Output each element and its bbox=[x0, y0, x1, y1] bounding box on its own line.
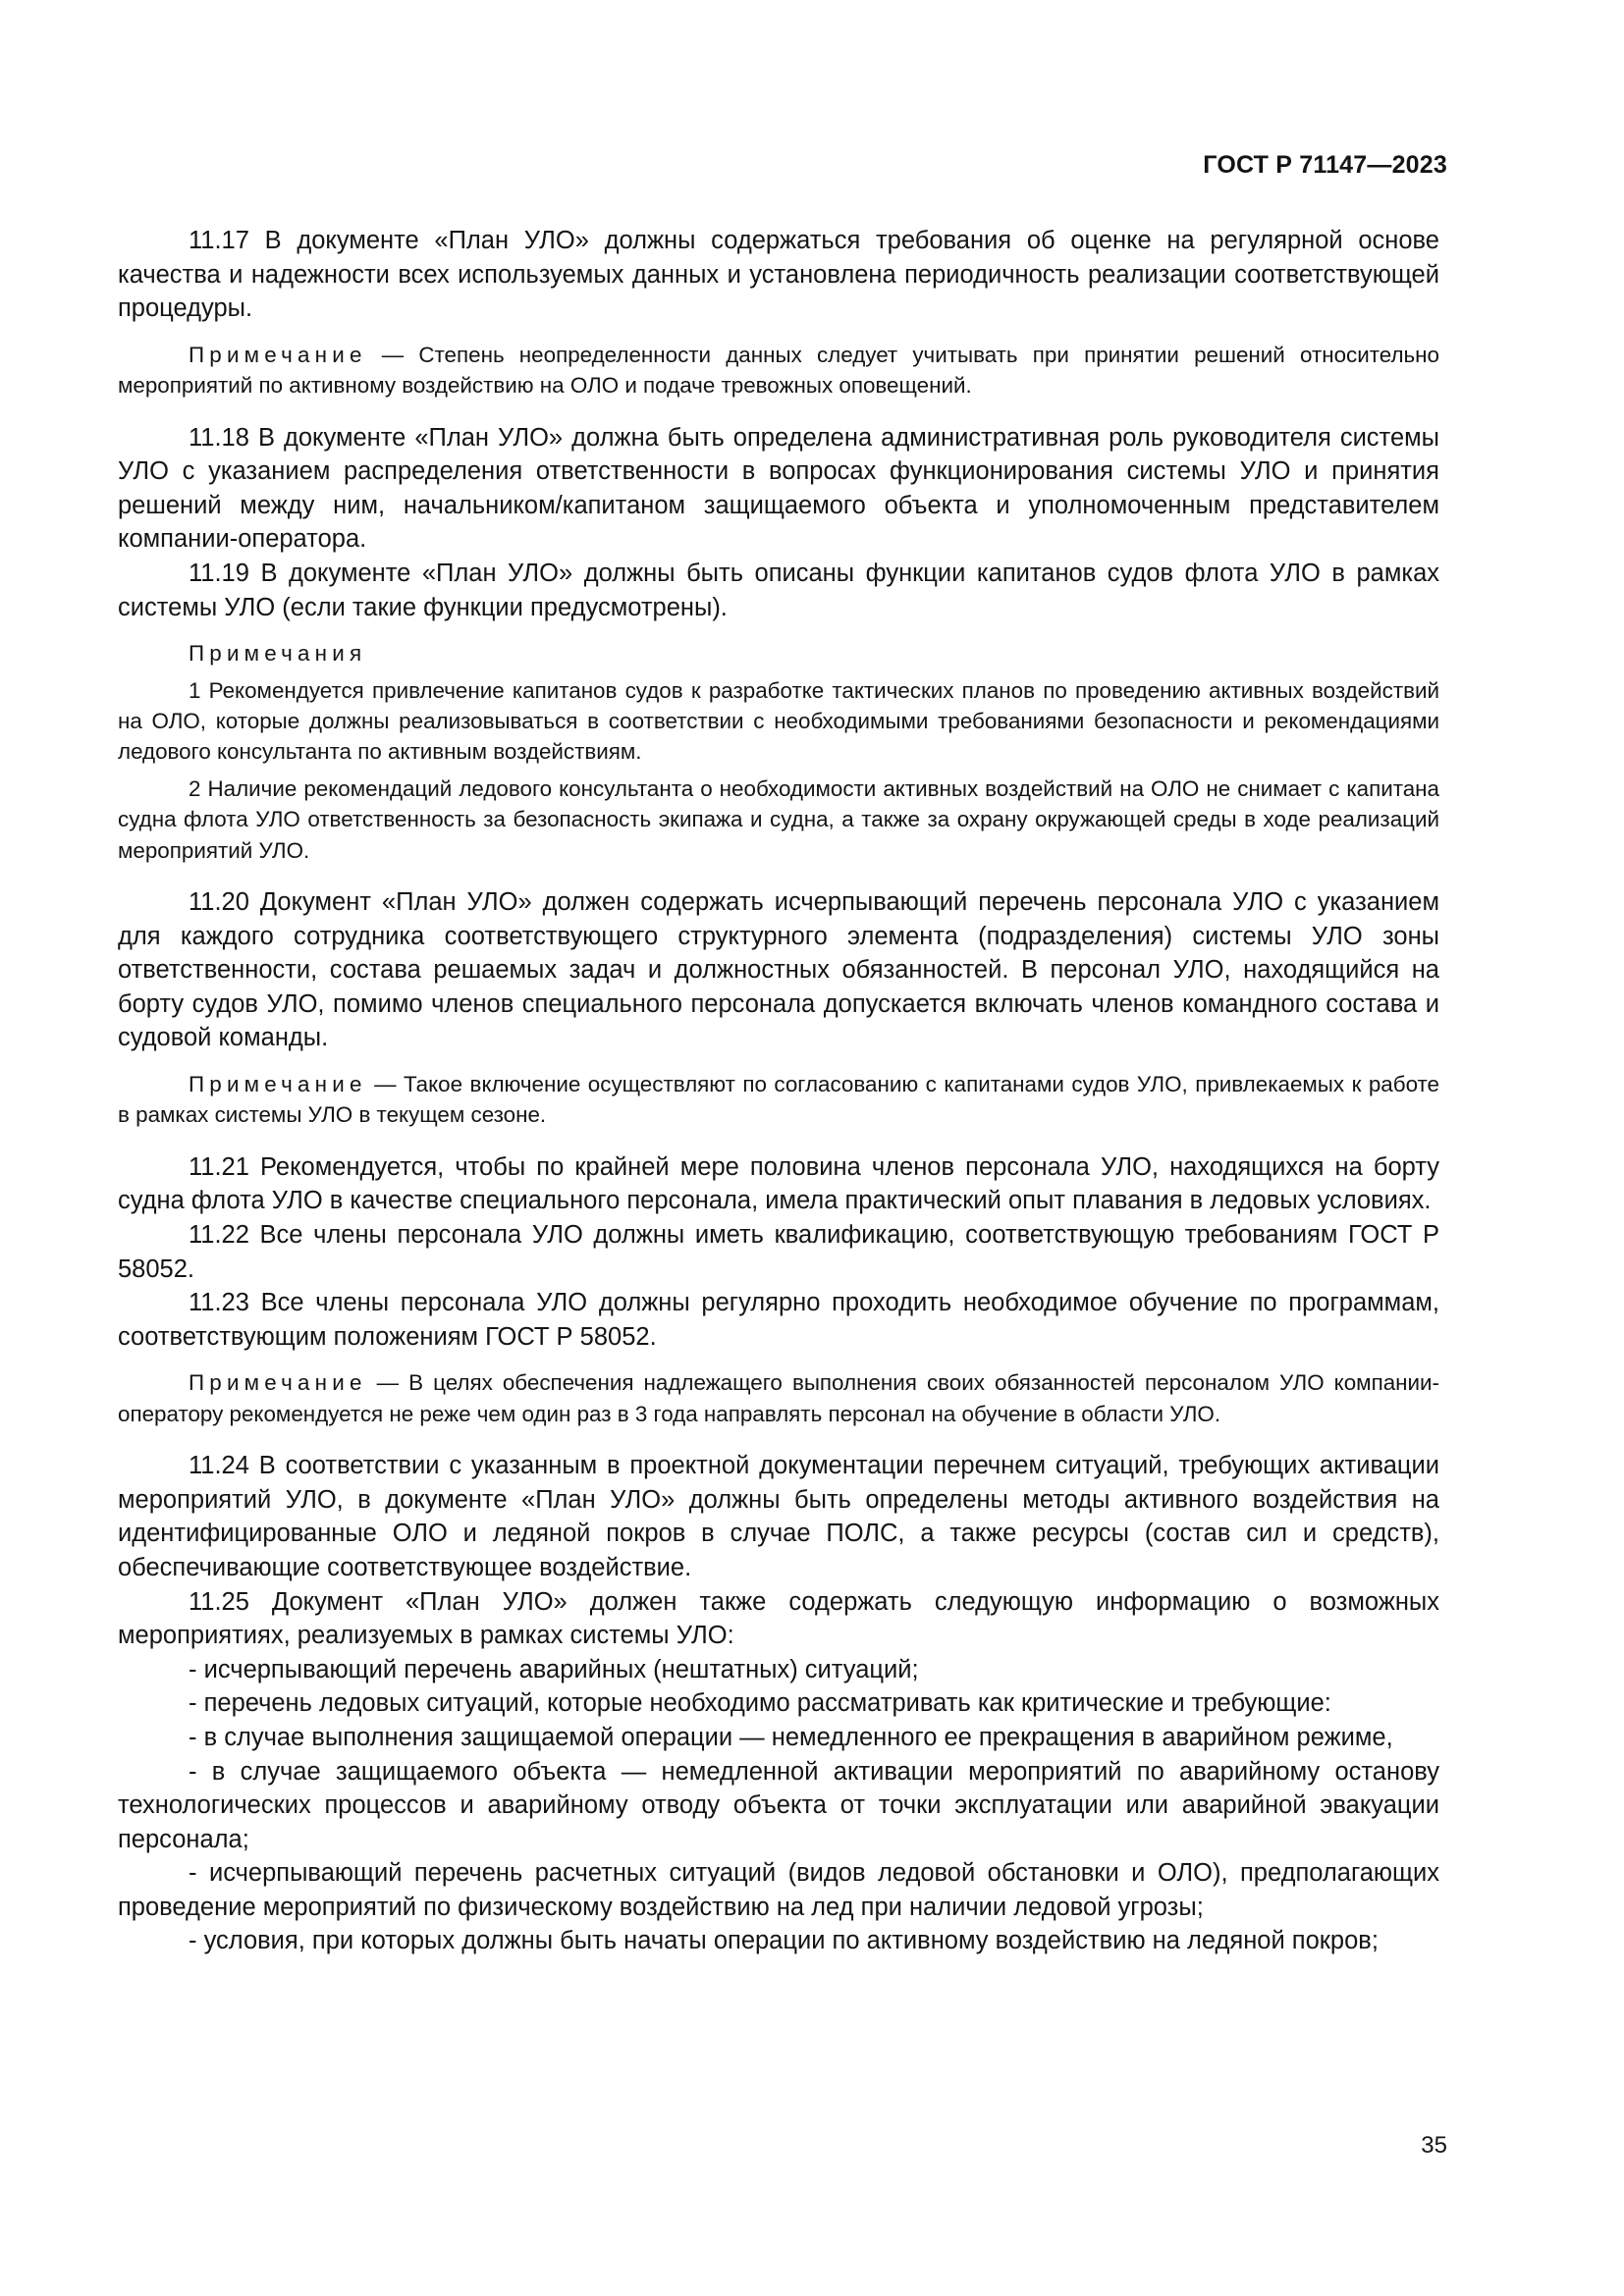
note-body: — В целях обеспечения надлежащего выполнения своих обязанностей персоналом УЛО компании-оператору рекомендуется не реже чем один раз в 3 года направлять персонал на обучение в области УЛО. bbox=[118, 1370, 1439, 1426]
paragraph: 11.17 В документе «План УЛО» должны содержаться требования об оценке на регулярной основе качества и надежности всех используемых данных и установлена периодичность реализации соответствующей процедуры. bbox=[118, 227, 1439, 323]
paragraph: 11.22 Все члены персонала УЛО должны иметь квалификацию, соответствующую требованиям ГОСТ Р 58052. bbox=[118, 1220, 1439, 1283]
paragraph: - условия, при которых должны быть начаты операции по активному воздействию на ледяной покров; bbox=[189, 1927, 1379, 1955]
paragraph: 11.19 В документе «План УЛО» должны быть описаны функции капитанов судов флота УЛО в рамках системы УЛО (если такие функции предусмотрены). bbox=[118, 559, 1439, 621]
note-item: 1 Рекомендуется привлечение капитанов судов к разработке тактических планов по проведению активных воздействий на ОЛО, которые должны реализовываться в соответствии с необходимыми требованиями безопасности и рекомендациями ледового консультанта по активным воздействиям. bbox=[118, 677, 1439, 765]
paragraph: 11.21 Рекомендуется, чтобы по крайней мере половина членов персонала УЛО, находящихся на борту судна флота УЛО в качестве специального персонала, имела практический опыт плавания в ледовых условиях. bbox=[118, 1152, 1439, 1215]
paragraph: - в случае выполнения защищаемой операции — немедленного ее прекращения в аварийном режиме, bbox=[189, 1723, 1393, 1751]
note-text bbox=[118, 1367, 1439, 1429]
note-label: Примечания bbox=[189, 641, 367, 667]
document-body bbox=[118, 224, 1439, 1958]
note-body: — Такое включение осуществляют по согласованию с капитанами судов УЛО, привлекаемых к работе в рамках системы УЛО в текущем сезоне. bbox=[118, 1071, 1439, 1128]
page-number: 35 bbox=[1421, 2132, 1447, 2159]
notes bbox=[118, 638, 1439, 866]
paragraph: 11.25 Документ «План УЛО» должен также содержать следующую информацию о возможных мероприятиях, реализуемых в рамках системы УЛО: bbox=[118, 1587, 1439, 1650]
note bbox=[118, 1367, 1439, 1429]
note-label: Примечание bbox=[189, 1071, 367, 1096]
note-label: Примечание bbox=[189, 342, 367, 367]
paragraph: - исчерпывающий перечень аварийных (нештатных) ситуаций; bbox=[189, 1655, 919, 1683]
note-body: — Степень неопределенности данных следует учитывать при принятии решений относительно мероприятий по активному воздействию на ОЛО и подаче тревожных оповещений. bbox=[118, 342, 1439, 399]
paragraph: 11.20 Документ «План УЛО» должен содержать исчерпывающий перечень персонала УЛО с указанием для каждого сотрудника соответствующего структурного элемента (подразделения) системы УЛО зоны ответственности, состава решаемых задач и должностных обязанностей. В персонал УЛО, находящийся на борту судов УЛО, помимо членов специального персонала допускается включать членов командного состава и судовой команды. bbox=[118, 888, 1439, 1052]
paragraph: 11.18 В документе «План УЛО» должна быть определена административная роль руководителя системы УЛО с указанием распределения ответственности в вопросах функционирования системы УЛО и принятия решений между ним, начальником/капитаном защищаемого объекта и уполномоченным представителем компании-оператора. bbox=[118, 423, 1439, 554]
paragraph: - в случае защищаемого объекта — немедленной активации мероприятий по аварийному останову технологических процессов и аварийному отводу объекта от точки эксплуатации или аварийной эвакуации персонала; bbox=[118, 1757, 1439, 1853]
note-text bbox=[118, 340, 1439, 401]
note-text bbox=[118, 1069, 1439, 1131]
document-code: ГОСТ Р 71147—2023 bbox=[1203, 151, 1447, 179]
paragraph: 11.24 В соответствии с указанным в проектной документации перечнем ситуаций, требующих активации мероприятий УЛО, в документе «План УЛО» должны быть определены методы активного воздействия на идентифицированные ОЛО и ледяной покров в случае ПОЛС, а также ресурсы (состав сил и средств), обеспечивающие соответствующее воздействие. bbox=[118, 1452, 1439, 1581]
note bbox=[118, 1069, 1439, 1131]
notes-heading bbox=[118, 638, 1439, 668]
paragraph: - исчерпывающий перечень расчетных ситуаций (видов ледовой обстановки и ОЛО), предполагающих проведение мероприятий по физическому воздействию на лед при наличии ледовой угрозы; bbox=[118, 1859, 1439, 1921]
paragraph: 11.23 Все члены персонала УЛО должны регулярно проходить необходимое обучение по программам, соответствующим положениям ГОСТ Р 58052. bbox=[118, 1289, 1439, 1351]
note bbox=[118, 340, 1439, 401]
note-label: Примечание bbox=[189, 1370, 367, 1396]
note-item: 2 Наличие рекомендаций ледового консультанта о необходимости активных воздействий на ОЛО не снимает с капитана судна флота УЛО ответственность за безопасность экипажа и судна, а также за охрану окружающей среды в ходе реализаций мероприятий УЛО. bbox=[118, 775, 1439, 863]
paragraph: - перечень ледовых ситуаций, которые необходимо рассматривать как критические и требующие: bbox=[189, 1689, 1331, 1718]
